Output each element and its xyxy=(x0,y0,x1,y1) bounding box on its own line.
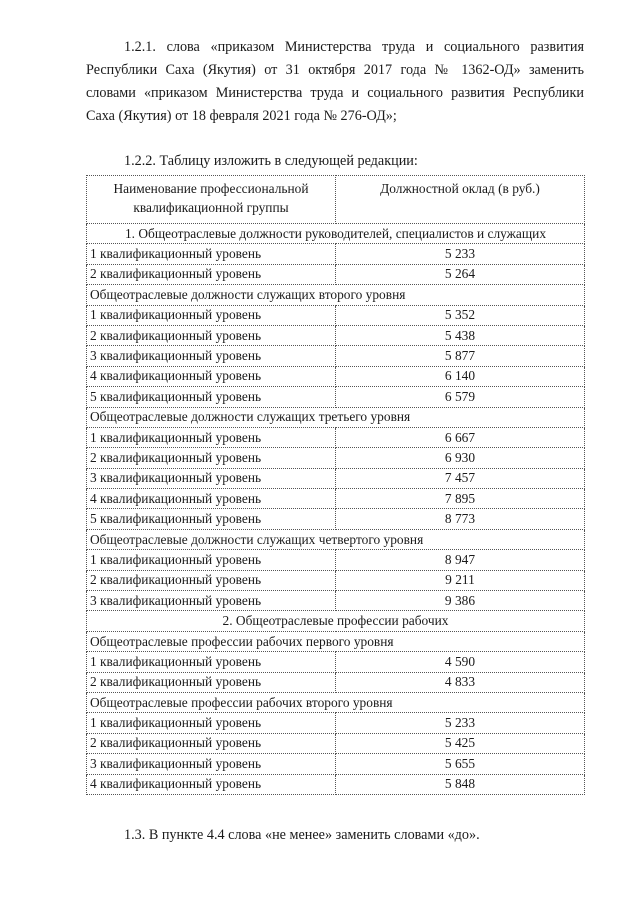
qualification-level: 1 квалификационный уровень xyxy=(87,713,336,733)
table-row xyxy=(87,325,585,345)
salary-value: 8 947 xyxy=(336,550,585,570)
group-row xyxy=(87,631,585,651)
qualification-level: 2 квалификационный уровень xyxy=(87,448,336,468)
salary-value: 9 211 xyxy=(336,570,585,590)
qualification-level: 3 квалификационный уровень xyxy=(87,591,336,611)
group-title: Общеотраслевые профессии рабочих первого уровня xyxy=(87,631,585,651)
salary-value: 5 438 xyxy=(336,325,585,345)
salary-value: 5 233 xyxy=(336,713,585,733)
salary-value: 4 590 xyxy=(336,652,585,672)
group-title: Общеотраслевые профессии рабочих второго уровня xyxy=(87,692,585,712)
qualification-level: 5 квалификационный уровень xyxy=(87,387,336,407)
qualification-level: 1 квалификационный уровень xyxy=(87,244,336,264)
table-row xyxy=(87,346,585,366)
table-body xyxy=(87,224,585,795)
section-row xyxy=(87,224,585,244)
salary-value: 7 457 xyxy=(336,468,585,488)
table-row xyxy=(87,448,585,468)
group-row xyxy=(87,529,585,549)
table-row xyxy=(87,427,585,447)
qualification-level: 1 квалификационный уровень xyxy=(87,550,336,570)
qualification-level: 2 квалификационный уровень xyxy=(87,264,336,284)
qualification-level: 2 квалификационный уровень xyxy=(87,672,336,692)
paragraph-1-2-2: 1.2.2. Таблицу изложить в следующей редакции: xyxy=(124,153,418,169)
table-row xyxy=(87,468,585,488)
table-row xyxy=(87,754,585,774)
salary-value: 5 655 xyxy=(336,754,585,774)
salary-table xyxy=(86,175,585,795)
group-row xyxy=(87,692,585,712)
header-group-name: Наименование профессиональной квалификационной группы xyxy=(87,176,336,224)
qualification-level: 4 квалификационный уровень xyxy=(87,366,336,386)
table-header-row xyxy=(87,176,585,224)
qualification-level: 2 квалификационный уровень xyxy=(87,570,336,590)
qualification-level: 1 квалификационный уровень xyxy=(87,427,336,447)
table-row xyxy=(87,733,585,753)
header-salary: Должностной оклад (в руб.) xyxy=(336,176,585,224)
qualification-level: 1 квалификационный уровень xyxy=(87,305,336,325)
salary-value: 4 833 xyxy=(336,672,585,692)
table-row xyxy=(87,264,585,284)
table-row xyxy=(87,591,585,611)
salary-value: 5 352 xyxy=(336,305,585,325)
salary-value: 5 233 xyxy=(336,244,585,264)
group-row xyxy=(87,285,585,305)
table-row xyxy=(87,672,585,692)
paragraph-1-2-1-text: 1.2.1. слова «приказом Министерства труда и социального развития Республики Саха (Якутия) от 31 октября 2017 года № 1362-ОД» заменить словами «приказом Министерства труда и социального развития Республики Саха (Якутия) от 18 февраля 2021 года № 276-ОД»; xyxy=(86,39,584,124)
group-title: Общеотраслевые должности служащих третьего уровня xyxy=(87,407,585,427)
table-row xyxy=(87,713,585,733)
table-row xyxy=(87,366,585,386)
qualification-level: 5 квалификационный уровень xyxy=(87,509,336,529)
table-row xyxy=(87,509,585,529)
table-row xyxy=(87,244,585,264)
table-row xyxy=(87,387,585,407)
table-row xyxy=(87,550,585,570)
qualification-level: 3 квалификационный уровень xyxy=(87,754,336,774)
salary-value: 7 895 xyxy=(336,489,585,509)
qualification-level: 4 квалификационный уровень xyxy=(87,489,336,509)
qualification-level: 2 квалификационный уровень xyxy=(87,325,336,345)
salary-value: 6 579 xyxy=(336,387,585,407)
salary-value: 5 848 xyxy=(336,774,585,794)
table-row xyxy=(87,652,585,672)
section-title: 2. Общеотраслевые профессии рабочих xyxy=(87,611,585,631)
salary-value: 5 877 xyxy=(336,346,585,366)
table-row xyxy=(87,489,585,509)
salary-value: 5 425 xyxy=(336,733,585,753)
table-row xyxy=(87,570,585,590)
qualification-level: 2 квалификационный уровень xyxy=(87,733,336,753)
salary-value: 9 386 xyxy=(336,591,585,611)
group-row xyxy=(87,407,585,427)
qualification-level: 3 квалификационный уровень xyxy=(87,346,336,366)
section-title: 1. Общеотраслевые должности руководителей, специалистов и служащих xyxy=(87,224,585,244)
section-row xyxy=(87,611,585,631)
table-row xyxy=(87,774,585,794)
paragraph-1-2-1 xyxy=(86,36,584,128)
table-row xyxy=(87,305,585,325)
salary-value: 8 773 xyxy=(336,509,585,529)
group-title: Общеотраслевые должности служащих четвертого уровня xyxy=(87,529,585,549)
qualification-level: 4 квалификационный уровень xyxy=(87,774,336,794)
group-title: Общеотраслевые должности служащих второго уровня xyxy=(87,285,585,305)
salary-value: 5 264 xyxy=(336,264,585,284)
salary-value: 6 667 xyxy=(336,427,585,447)
salary-value: 6 140 xyxy=(336,366,585,386)
qualification-level: 3 квалификационный уровень xyxy=(87,468,336,488)
salary-value: 6 930 xyxy=(336,448,585,468)
qualification-level: 1 квалификационный уровень xyxy=(87,652,336,672)
paragraph-1-3: 1.3. В пункте 4.4 слова «не менее» заменить словами «до». xyxy=(124,827,480,843)
